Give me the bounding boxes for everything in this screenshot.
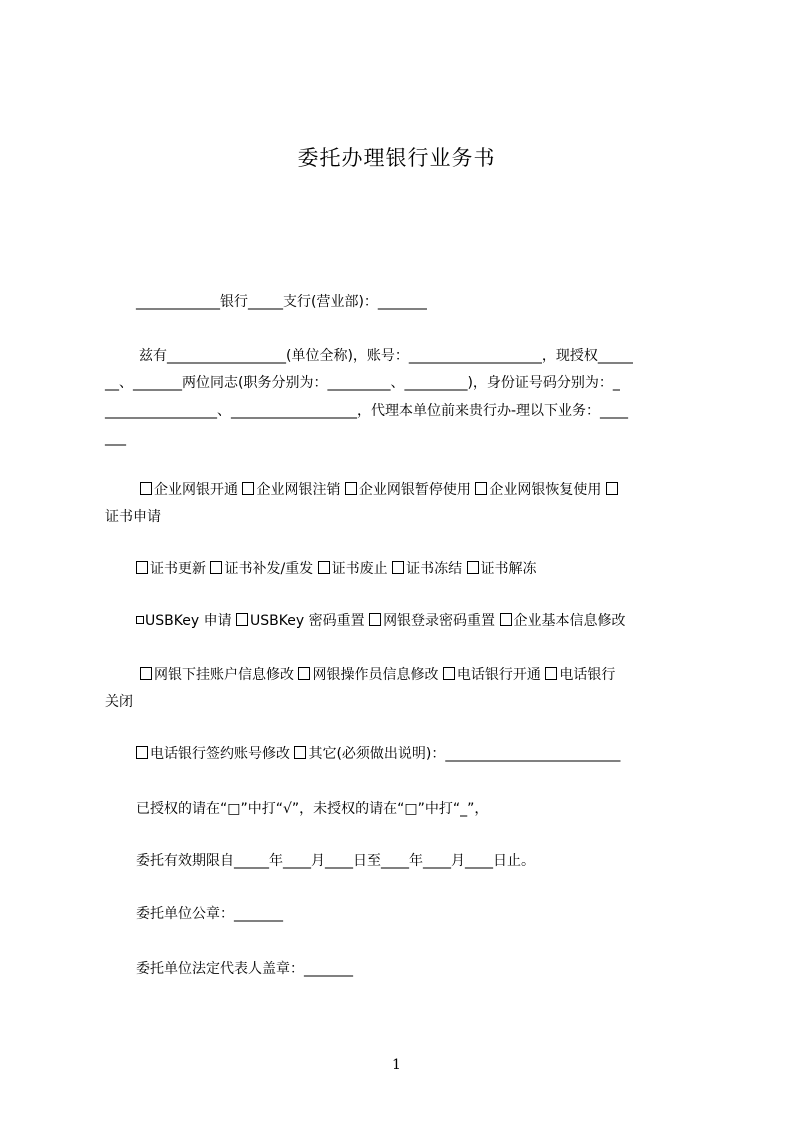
seal-representative-line: 委托单位法定代表人盖章：_______ <box>136 961 353 977</box>
checkbox-icon[interactable] <box>140 482 152 495</box>
checkbox-option[interactable]: 证书废止 <box>318 561 388 577</box>
options-row-4-wrap: 关闭 <box>105 694 133 710</box>
checkbox-icon[interactable] <box>369 613 381 626</box>
checkbox-option[interactable]: 网银操作员信息修改 <box>298 667 438 683</box>
checkbox-icon[interactable] <box>545 667 557 680</box>
checkbox-option[interactable]: 电话银行签约账号修改 <box>136 746 290 762</box>
checkbox-icon[interactable] <box>318 561 330 574</box>
authorization-line-2: __、_______两位同志(职务分别为：_________、_________)，身份证号码分别为：_ <box>105 375 620 391</box>
authorization-line-4: ___ <box>105 430 126 446</box>
checkbox-icon[interactable] <box>475 482 487 495</box>
checkbox-option[interactable]: 企业基本信息修改 <box>500 613 626 629</box>
checkbox-icon[interactable] <box>606 482 618 495</box>
checkbox-icon[interactable] <box>294 746 306 759</box>
checkbox-icon[interactable] <box>467 561 479 574</box>
checkbox-icon[interactable] <box>136 616 144 624</box>
checkbox-icon[interactable] <box>242 482 254 495</box>
checkbox-icon[interactable] <box>210 561 222 574</box>
checkbox-option[interactable]: 证书冻结 <box>392 561 462 577</box>
checkbox-icon[interactable] <box>136 561 148 574</box>
authorization-line-1: 兹有_________________(单位全称)，账号：___________________，现授权_____ <box>139 348 633 364</box>
checkbox-option[interactable]: 企业网银注销 <box>242 482 340 498</box>
options-row-1-wrap: 证书申请 <box>105 509 161 525</box>
checkbox-option[interactable]: 电话银行 <box>545 667 615 683</box>
page-number: 1 <box>392 1057 401 1073</box>
options-row-4 <box>140 666 615 684</box>
checkbox-icon[interactable] <box>392 561 404 574</box>
document-title: 委托办理银行业务书 <box>297 146 496 170</box>
checkbox-icon[interactable] <box>345 482 357 495</box>
checkbox-option[interactable]: 证书补发/重发 <box>210 561 313 577</box>
checkbox-option[interactable]: USBKey 申请 <box>136 613 232 629</box>
checkbox-option[interactable]: 电话银行开通 <box>443 667 541 683</box>
checkbox-icon[interactable] <box>236 613 248 626</box>
options-row-1 <box>140 481 620 499</box>
checkbox-option[interactable]: USBKey 密码重置 <box>236 613 365 629</box>
instruction-line: 已授权的请在“□”中打“√”，未授权的请在“□”中打“_”， <box>136 801 489 817</box>
checkbox-icon[interactable] <box>140 667 152 680</box>
addressee-line: ____________银行_____支行(营业部)：_______ <box>136 294 427 310</box>
options-row-5 <box>136 745 620 763</box>
checkbox-icon[interactable] <box>443 667 455 680</box>
checkbox-option[interactable]: 证书更新 <box>136 561 206 577</box>
options-row-3 <box>136 612 626 630</box>
checkbox-icon[interactable] <box>298 667 310 680</box>
checkbox-option[interactable]: 网银下挂账户信息修改 <box>140 667 294 683</box>
options-row-2 <box>136 560 537 578</box>
validity-line: 委托有效期限自_____年____月____日至____年____月____日止。 <box>136 853 535 869</box>
checkbox-icon[interactable] <box>500 613 512 626</box>
checkbox-option[interactable]: 企业网银开通 <box>140 482 238 498</box>
checkbox-option[interactable]: 企业网银暂停使用 <box>345 482 471 498</box>
checkbox-option[interactable]: 其它(必须做出说明)：_________________________ <box>294 746 620 762</box>
checkbox-option[interactable]: 网银登录密码重置 <box>369 613 495 629</box>
checkbox-option[interactable]: 证书解冻 <box>467 561 537 577</box>
checkbox-option[interactable]: 企业网银恢复使用 <box>475 482 601 498</box>
seal-unit-line: 委托单位公章：_______ <box>136 906 283 922</box>
authorization-line-3: ________________、__________________，代理本单位前来贵行办-理以下业务：____ <box>105 403 629 419</box>
checkbox-icon[interactable] <box>136 746 148 759</box>
